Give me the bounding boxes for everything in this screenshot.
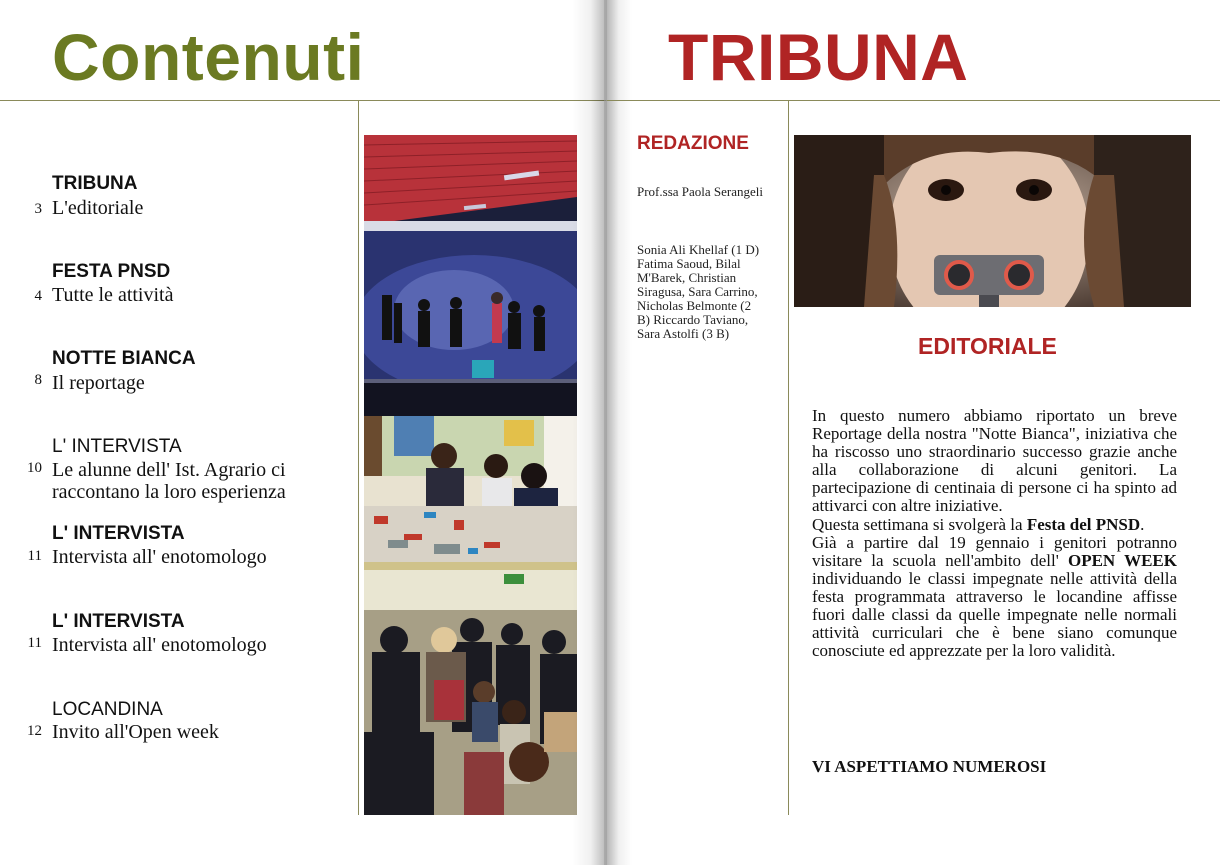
magazine-title: TRIBUNA <box>668 20 969 94</box>
article-paragraph <box>812 534 1177 661</box>
toc-description: Il reportage <box>52 372 145 394</box>
child-robot-photo <box>794 135 1191 307</box>
toc-heading: FESTA PNSD <box>52 261 171 282</box>
toc-description: Le alunne dell' Ist. Agrario ci raccontano la loro esperienza <box>52 459 286 503</box>
open-week-emphasis: OPEN WEEK <box>1067 550 1177 570</box>
article-text: individuando le classi impegnate nelle attività della festa programmata attraverso le locandine affisse fuori dalle classi da quelle impegnate nelle normali attività curriculari che è bene siano comunque conosciute ed apprezzate per la loro validità. <box>812 568 1177 661</box>
article-text: . <box>1140 514 1145 534</box>
toc-heading: LOCANDINA <box>52 699 163 720</box>
spine-line <box>604 0 607 865</box>
toc-heading: L' INTERVISTA <box>52 523 185 544</box>
stage-performance-photo <box>364 135 577 416</box>
toc-description: Invito all'Open week <box>52 721 219 743</box>
workshop-table-photo <box>364 416 577 562</box>
toc-page-number: 11 <box>27 635 42 651</box>
right-page <box>606 0 1220 865</box>
column-rule <box>358 100 359 815</box>
redazione-teacher: Prof.ssa Paola Serangeli <box>637 184 764 199</box>
article-text: Già a partire dal 19 gennaio i genitori potranno visitare la scuola nell'ambito dell' <box>812 532 1177 570</box>
header-rule <box>606 100 1220 101</box>
toc-heading: NOTTE BIANCA <box>52 348 196 369</box>
festa-pnsd-emphasis: Festa del PNSD <box>1026 514 1141 534</box>
article-paragraph: In questo numero abbiamo riportato un breve Reportage della nostra "Notte Bianca", iniziativa che ha riscosso uno straordinario successo grazie anche alla collaborazione di alcuni genitori. La partecipazione di centinaia di persone ci ha spinto ad attivarci con altre iniziative. <box>812 406 1177 516</box>
toc-description: Intervista all' enotomologo <box>52 546 267 568</box>
toc-page-number: 8 <box>34 372 42 388</box>
gutter-shadow <box>606 0 632 865</box>
toc-description: Tutte le attività <box>52 284 174 306</box>
redazione-students: Sonia Ali Khellaf (1 D) Fatima Saoud, Bilal M'Barek, Christian Siragusa, Sara Carrino, Nicholas Belmonte (2 B) Riccardo Taviano, Sara Astolfi (3 B) <box>637 242 760 341</box>
contents-title: Contenuti <box>52 20 365 94</box>
toc-heading: L' INTERVISTA <box>52 436 182 457</box>
toc-page-number: 11 <box>27 548 42 564</box>
closing-line: VI ASPETTIAMO NUMEROSI <box>812 757 1047 776</box>
crowd-event-photo <box>364 562 577 815</box>
article-paragraph <box>812 516 1177 534</box>
header-rule <box>0 100 606 101</box>
toc-heading: L' INTERVISTA <box>52 611 185 632</box>
toc-description: L'editoriale <box>52 197 144 219</box>
toc-page-number: 12 <box>27 723 42 739</box>
gutter-shadow <box>572 0 606 865</box>
editorial-article <box>812 407 1177 660</box>
toc-page-number: 3 <box>34 201 42 217</box>
toc-page-number: 10 <box>27 460 42 476</box>
toc-description: Intervista all' enotomologo <box>52 634 267 656</box>
left-page <box>0 0 606 865</box>
editoriale-heading: EDITORIALE <box>918 333 1057 359</box>
column-rule <box>788 100 789 815</box>
toc-heading: TRIBUNA <box>52 173 138 194</box>
redazione-heading: REDAZIONE <box>637 133 749 154</box>
toc-page-number: 4 <box>34 288 42 304</box>
article-text: Questa settimana si svolgerà la <box>812 514 1027 534</box>
